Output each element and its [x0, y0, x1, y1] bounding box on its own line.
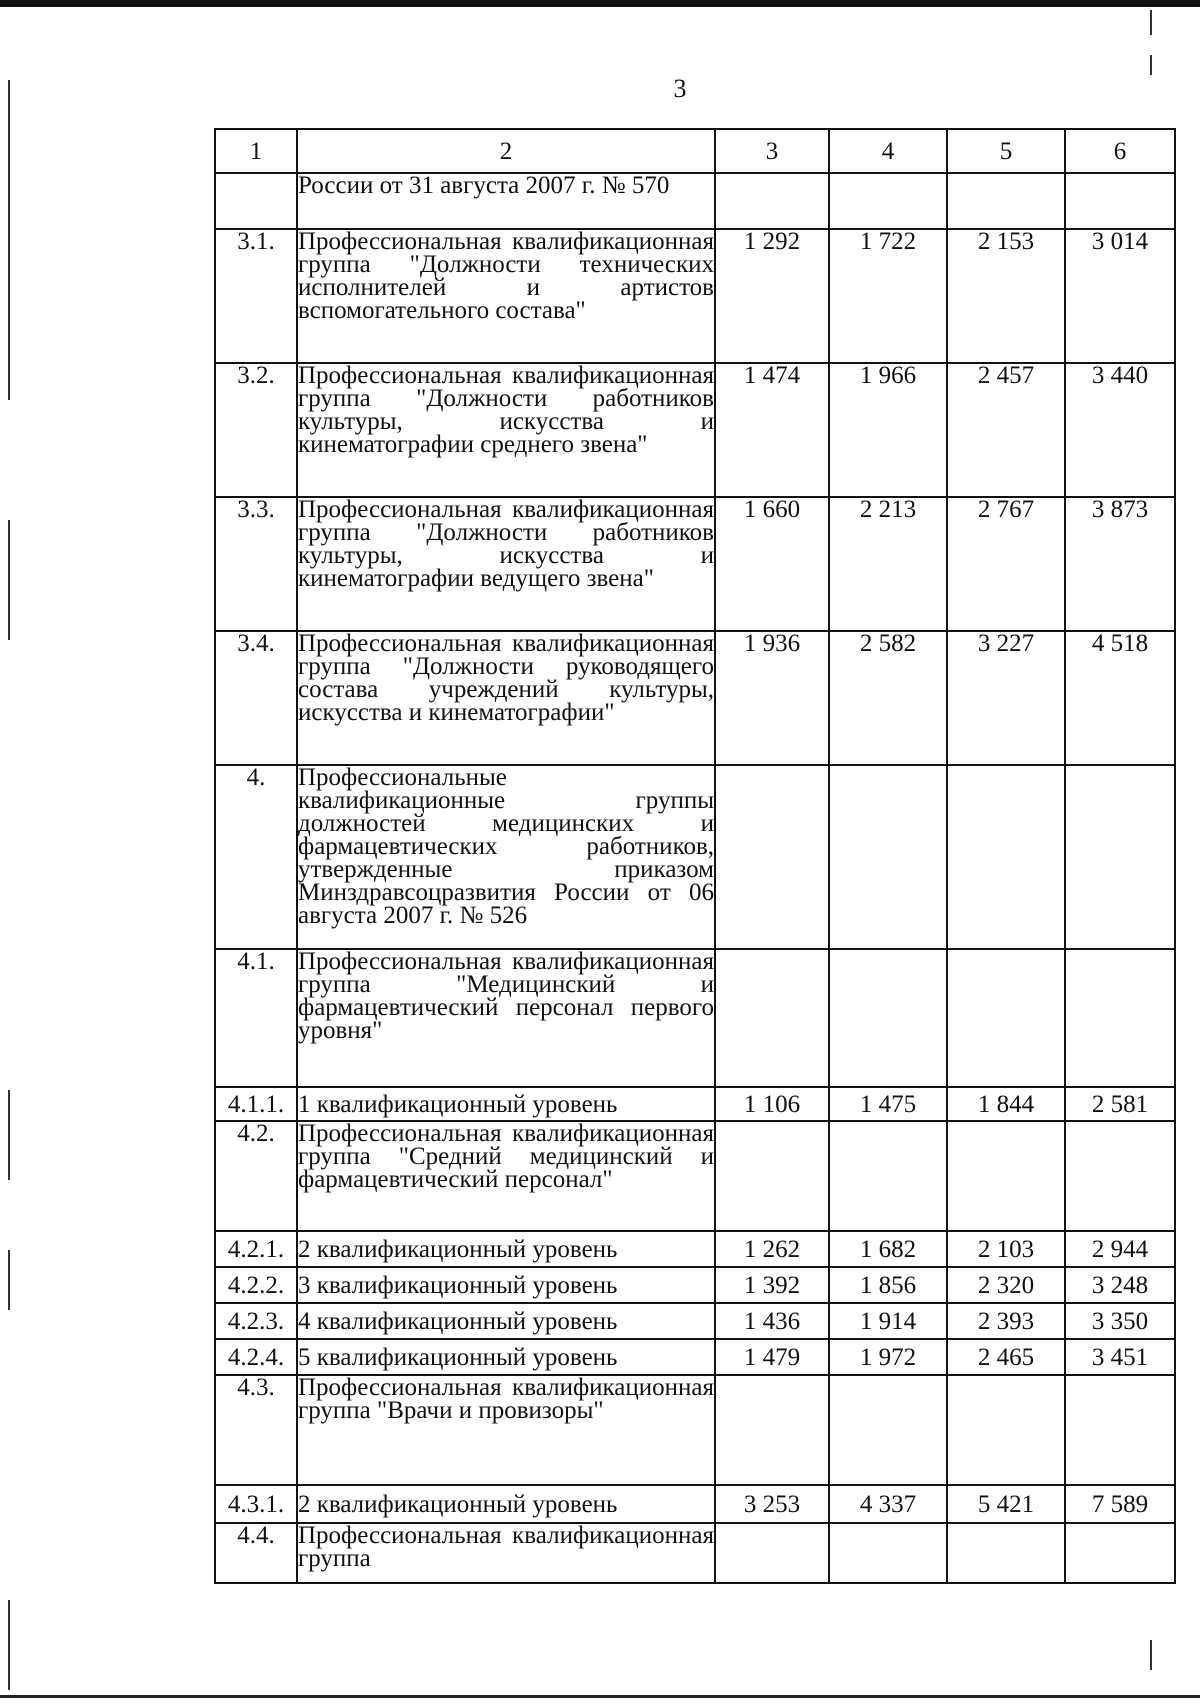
row-name-cell: Профессиональная квалификационная группа — [297, 1523, 715, 1583]
scan-edge-mark — [1150, 55, 1152, 75]
column-header: 5 — [947, 129, 1065, 173]
value-cell-col5 — [947, 949, 1065, 1087]
value-cell-col4: 4 337 — [829, 1485, 947, 1523]
value-cell-col4: 1 856 — [829, 1267, 947, 1303]
row-number-cell: 4.2.3. — [215, 1303, 297, 1339]
value-cell-col3: 1 392 — [715, 1267, 829, 1303]
row-number-cell: 4.2.2. — [215, 1267, 297, 1303]
scan-edge-mark — [1150, 10, 1152, 35]
value-cell-col4: 2 582 — [829, 631, 947, 765]
value-cell-col4 — [829, 949, 947, 1087]
value-cell-col6 — [1065, 765, 1175, 949]
value-cell-col3: 1 106 — [715, 1087, 829, 1121]
value-cell-col6: 7 589 — [1065, 1485, 1175, 1523]
value-cell-col5: 2 153 — [947, 229, 1065, 363]
value-cell-col3: 1 262 — [715, 1231, 829, 1267]
scan-edge-mark — [8, 1600, 10, 1690]
column-header: 6 — [1065, 129, 1175, 173]
value-cell-col3 — [715, 1121, 829, 1231]
value-cell-col4 — [829, 1121, 947, 1231]
salary-table — [214, 128, 1176, 1584]
row-name-cell: Профессиональная квалификационная группа "Средний медицинский и фармацевтический персонал" — [297, 1121, 715, 1231]
value-cell-col5 — [947, 1121, 1065, 1231]
value-cell-col6: 3 451 — [1065, 1339, 1175, 1375]
row-name-cell: 5 квалификационный уровень — [297, 1339, 715, 1375]
value-cell-col4: 2 213 — [829, 497, 947, 631]
table-row — [215, 1231, 1175, 1267]
value-cell-col3: 1 936 — [715, 631, 829, 765]
value-cell-col3 — [715, 1523, 829, 1583]
row-number-cell: 4. — [215, 765, 297, 949]
value-cell-col5: 2 320 — [947, 1267, 1065, 1303]
scan-border-bottom — [0, 1695, 1200, 1698]
scan-edge-mark — [1150, 1640, 1152, 1670]
table-row — [215, 229, 1175, 363]
row-name-cell: Профессиональная квалификационная группа "Медицинский и фармацевтический персонал первого уровня" — [297, 949, 715, 1087]
value-cell-col5: 2 103 — [947, 1231, 1065, 1267]
column-header: 3 — [715, 129, 829, 173]
row-name-cell: 1 квалификационный уровень — [297, 1087, 715, 1121]
scan-edge-mark — [8, 1250, 10, 1310]
row-number-cell: 3.2. — [215, 363, 297, 497]
value-cell-col4: 1 914 — [829, 1303, 947, 1339]
table-row — [215, 173, 1175, 229]
value-cell-col5 — [947, 765, 1065, 949]
row-name-cell: 4 квалификационный уровень — [297, 1303, 715, 1339]
value-cell-col5: 2 393 — [947, 1303, 1065, 1339]
value-cell-col3 — [715, 1375, 829, 1485]
value-cell-col4: 1 682 — [829, 1231, 947, 1267]
value-cell-col5 — [947, 1523, 1065, 1583]
value-cell-col5 — [947, 173, 1065, 229]
value-cell-col6: 3 248 — [1065, 1267, 1175, 1303]
row-number-cell: 4.1.1. — [215, 1087, 297, 1121]
row-number-cell: 4.2.4. — [215, 1339, 297, 1375]
value-cell-col6 — [1065, 949, 1175, 1087]
value-cell-col3 — [715, 949, 829, 1087]
value-cell-col3: 1 436 — [715, 1303, 829, 1339]
row-number-cell: 4.4. — [215, 1523, 297, 1583]
row-number-cell: 4.3.1. — [215, 1485, 297, 1523]
row-number-cell: 4.3. — [215, 1375, 297, 1485]
scan-edge-mark — [8, 520, 10, 640]
row-number-cell: 4.2. — [215, 1121, 297, 1231]
table-row — [215, 1523, 1175, 1583]
row-name-cell: Профессиональная квалификационная группа "Должности руководящего состава учреждений культуры, искусства и кинематографии" — [297, 631, 715, 765]
value-cell-col6 — [1065, 1523, 1175, 1583]
page-number: 3 — [673, 74, 687, 103]
value-cell-col6 — [1065, 1375, 1175, 1485]
row-number-cell — [215, 173, 297, 229]
table-row — [215, 949, 1175, 1087]
table-row — [215, 363, 1175, 497]
row-name-cell: 2 квалификационный уровень — [297, 1485, 715, 1523]
value-cell-col3 — [715, 765, 829, 949]
value-cell-col4 — [829, 173, 947, 229]
column-header: 2 — [297, 129, 715, 173]
value-cell-col6 — [1065, 1121, 1175, 1231]
value-cell-col3: 1 474 — [715, 363, 829, 497]
value-cell-col5: 2 457 — [947, 363, 1065, 497]
table-row — [215, 1267, 1175, 1303]
value-cell-col5: 1 844 — [947, 1087, 1065, 1121]
row-name-cell: Профессиональные квалификационные группы должностей медицинских и фармацевтических работников, утвержденные приказом Минздравсоцразвития России от 06 августа 2007 г. № 526 — [297, 765, 715, 949]
row-name-cell: 2 квалификационный уровень — [297, 1231, 715, 1267]
value-cell-col5: 2 767 — [947, 497, 1065, 631]
table-row — [215, 1303, 1175, 1339]
value-cell-col4: 1 475 — [829, 1087, 947, 1121]
row-number-cell: 3.3. — [215, 497, 297, 631]
value-cell-col5: 2 465 — [947, 1339, 1065, 1375]
table-header-row — [215, 129, 1175, 173]
column-header: 1 — [215, 129, 297, 173]
value-cell-col6: 4 518 — [1065, 631, 1175, 765]
value-cell-col6: 2 581 — [1065, 1087, 1175, 1121]
value-cell-col5: 5 421 — [947, 1485, 1065, 1523]
value-cell-col3 — [715, 173, 829, 229]
value-cell-col3: 1 292 — [715, 229, 829, 363]
column-header: 4 — [829, 129, 947, 173]
value-cell-col5: 3 227 — [947, 631, 1065, 765]
row-number-cell: 3.1. — [215, 229, 297, 363]
value-cell-col3: 1 660 — [715, 497, 829, 631]
value-cell-col6: 3 440 — [1065, 363, 1175, 497]
table-row — [215, 765, 1175, 949]
value-cell-col3: 3 253 — [715, 1485, 829, 1523]
table-row — [215, 631, 1175, 765]
table-row — [215, 1087, 1175, 1121]
value-cell-col4: 1 966 — [829, 363, 947, 497]
row-name-cell: России от 31 августа 2007 г. № 570 — [297, 173, 715, 229]
row-name-cell: Профессиональная квалификационная группа "Должности технических исполнителей и артистов вспомогательного состава" — [297, 229, 715, 363]
table-row — [215, 1121, 1175, 1231]
table-row — [215, 1375, 1175, 1485]
row-name-cell: Профессиональная квалификационная группа "Должности работников культуры, искусства и кинематографии среднего звена" — [297, 363, 715, 497]
table-row — [215, 1485, 1175, 1523]
scan-edge-mark — [8, 1090, 10, 1180]
table-row — [215, 497, 1175, 631]
value-cell-col6: 3 873 — [1065, 497, 1175, 631]
row-number-cell: 4.2.1. — [215, 1231, 297, 1267]
value-cell-col3: 1 479 — [715, 1339, 829, 1375]
value-cell-col4 — [829, 1523, 947, 1583]
value-cell-col4 — [829, 765, 947, 949]
row-name-cell: Профессиональная квалификационная группа "Должности работников культуры, искусства и кинематографии ведущего звена" — [297, 497, 715, 631]
value-cell-col4 — [829, 1375, 947, 1485]
value-cell-col4: 1 722 — [829, 229, 947, 363]
row-number-cell: 3.4. — [215, 631, 297, 765]
row-name-cell: 3 квалификационный уровень — [297, 1267, 715, 1303]
row-name-cell: Профессиональная квалификационная группа "Врачи и провизоры" — [297, 1375, 715, 1485]
table-row — [215, 1339, 1175, 1375]
value-cell-col6: 3 350 — [1065, 1303, 1175, 1339]
value-cell-col5 — [947, 1375, 1065, 1485]
value-cell-col6: 2 944 — [1065, 1231, 1175, 1267]
scan-border-top — [0, 0, 1200, 7]
scan-edge-mark — [8, 80, 10, 400]
row-number-cell: 4.1. — [215, 949, 297, 1087]
value-cell-col6 — [1065, 173, 1175, 229]
value-cell-col4: 1 972 — [829, 1339, 947, 1375]
value-cell-col6: 3 014 — [1065, 229, 1175, 363]
